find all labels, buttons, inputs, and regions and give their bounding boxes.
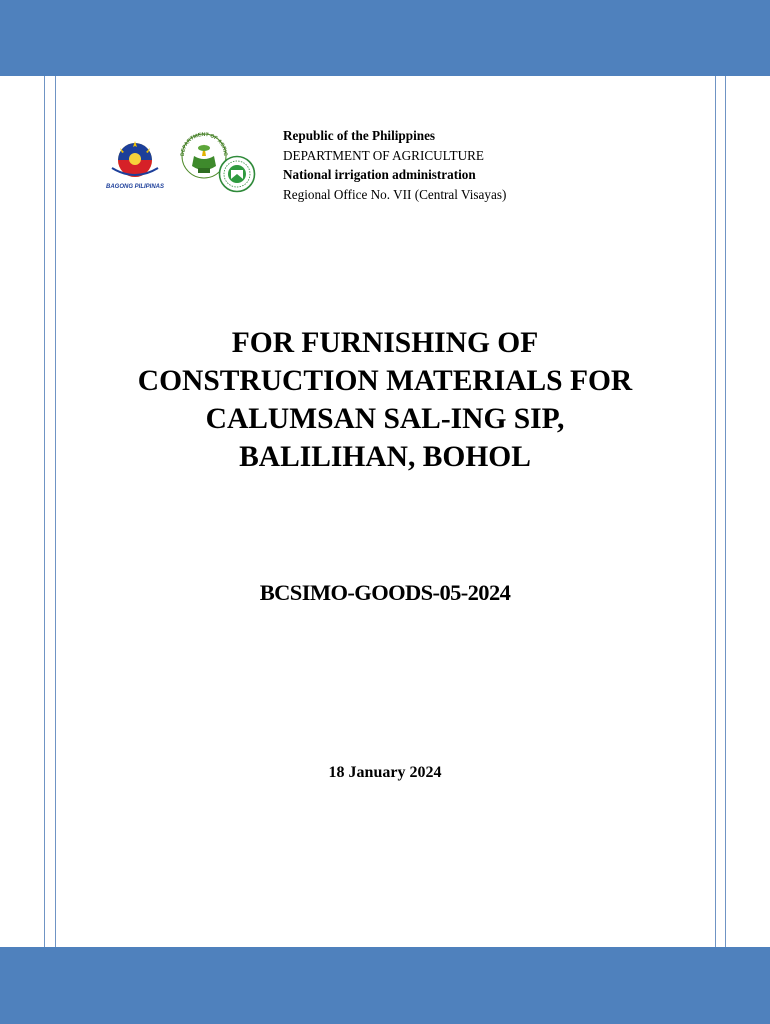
agency-header <box>283 126 506 204</box>
left-border-line-inner <box>55 76 56 947</box>
left-border-line-outer <box>44 76 45 947</box>
right-border-line-outer <box>725 76 726 947</box>
title-line-3: CALUMSAN SAL-ING SIP, <box>205 403 565 435</box>
top-color-band <box>0 0 770 76</box>
header-regional-office: Regional Office No. VII (Central Visayas) <box>283 186 507 202</box>
da-seal-text: DEPARTMENT OF AGRIC <box>179 131 229 157</box>
title-line-1: FOR FURNISHING OF <box>231 327 539 359</box>
bagong-pilipinas-logo-text: BAGONG PILIPINAS <box>105 184 165 190</box>
title-line-4: BALILIHAN, BOHOL <box>239 441 531 473</box>
document-date: 18 January 2024 <box>328 764 442 781</box>
title-line-2: CONSTRUCTION MATERIALS FOR <box>137 365 633 397</box>
reference-number: BCSIMO-GOODS-05-2024 <box>259 580 511 605</box>
bagong-pilipinas-logo <box>104 138 166 190</box>
header-republic: Republic of the Philippines <box>283 128 436 143</box>
bottom-color-band <box>0 947 770 1024</box>
nia-seal <box>218 155 256 193</box>
header-agency: National irrigation administration <box>283 167 476 182</box>
document-title <box>60 324 710 476</box>
header-department: DEPARTMENT OF AGRICULTURE <box>283 147 484 163</box>
right-border-line-inner <box>715 76 716 947</box>
